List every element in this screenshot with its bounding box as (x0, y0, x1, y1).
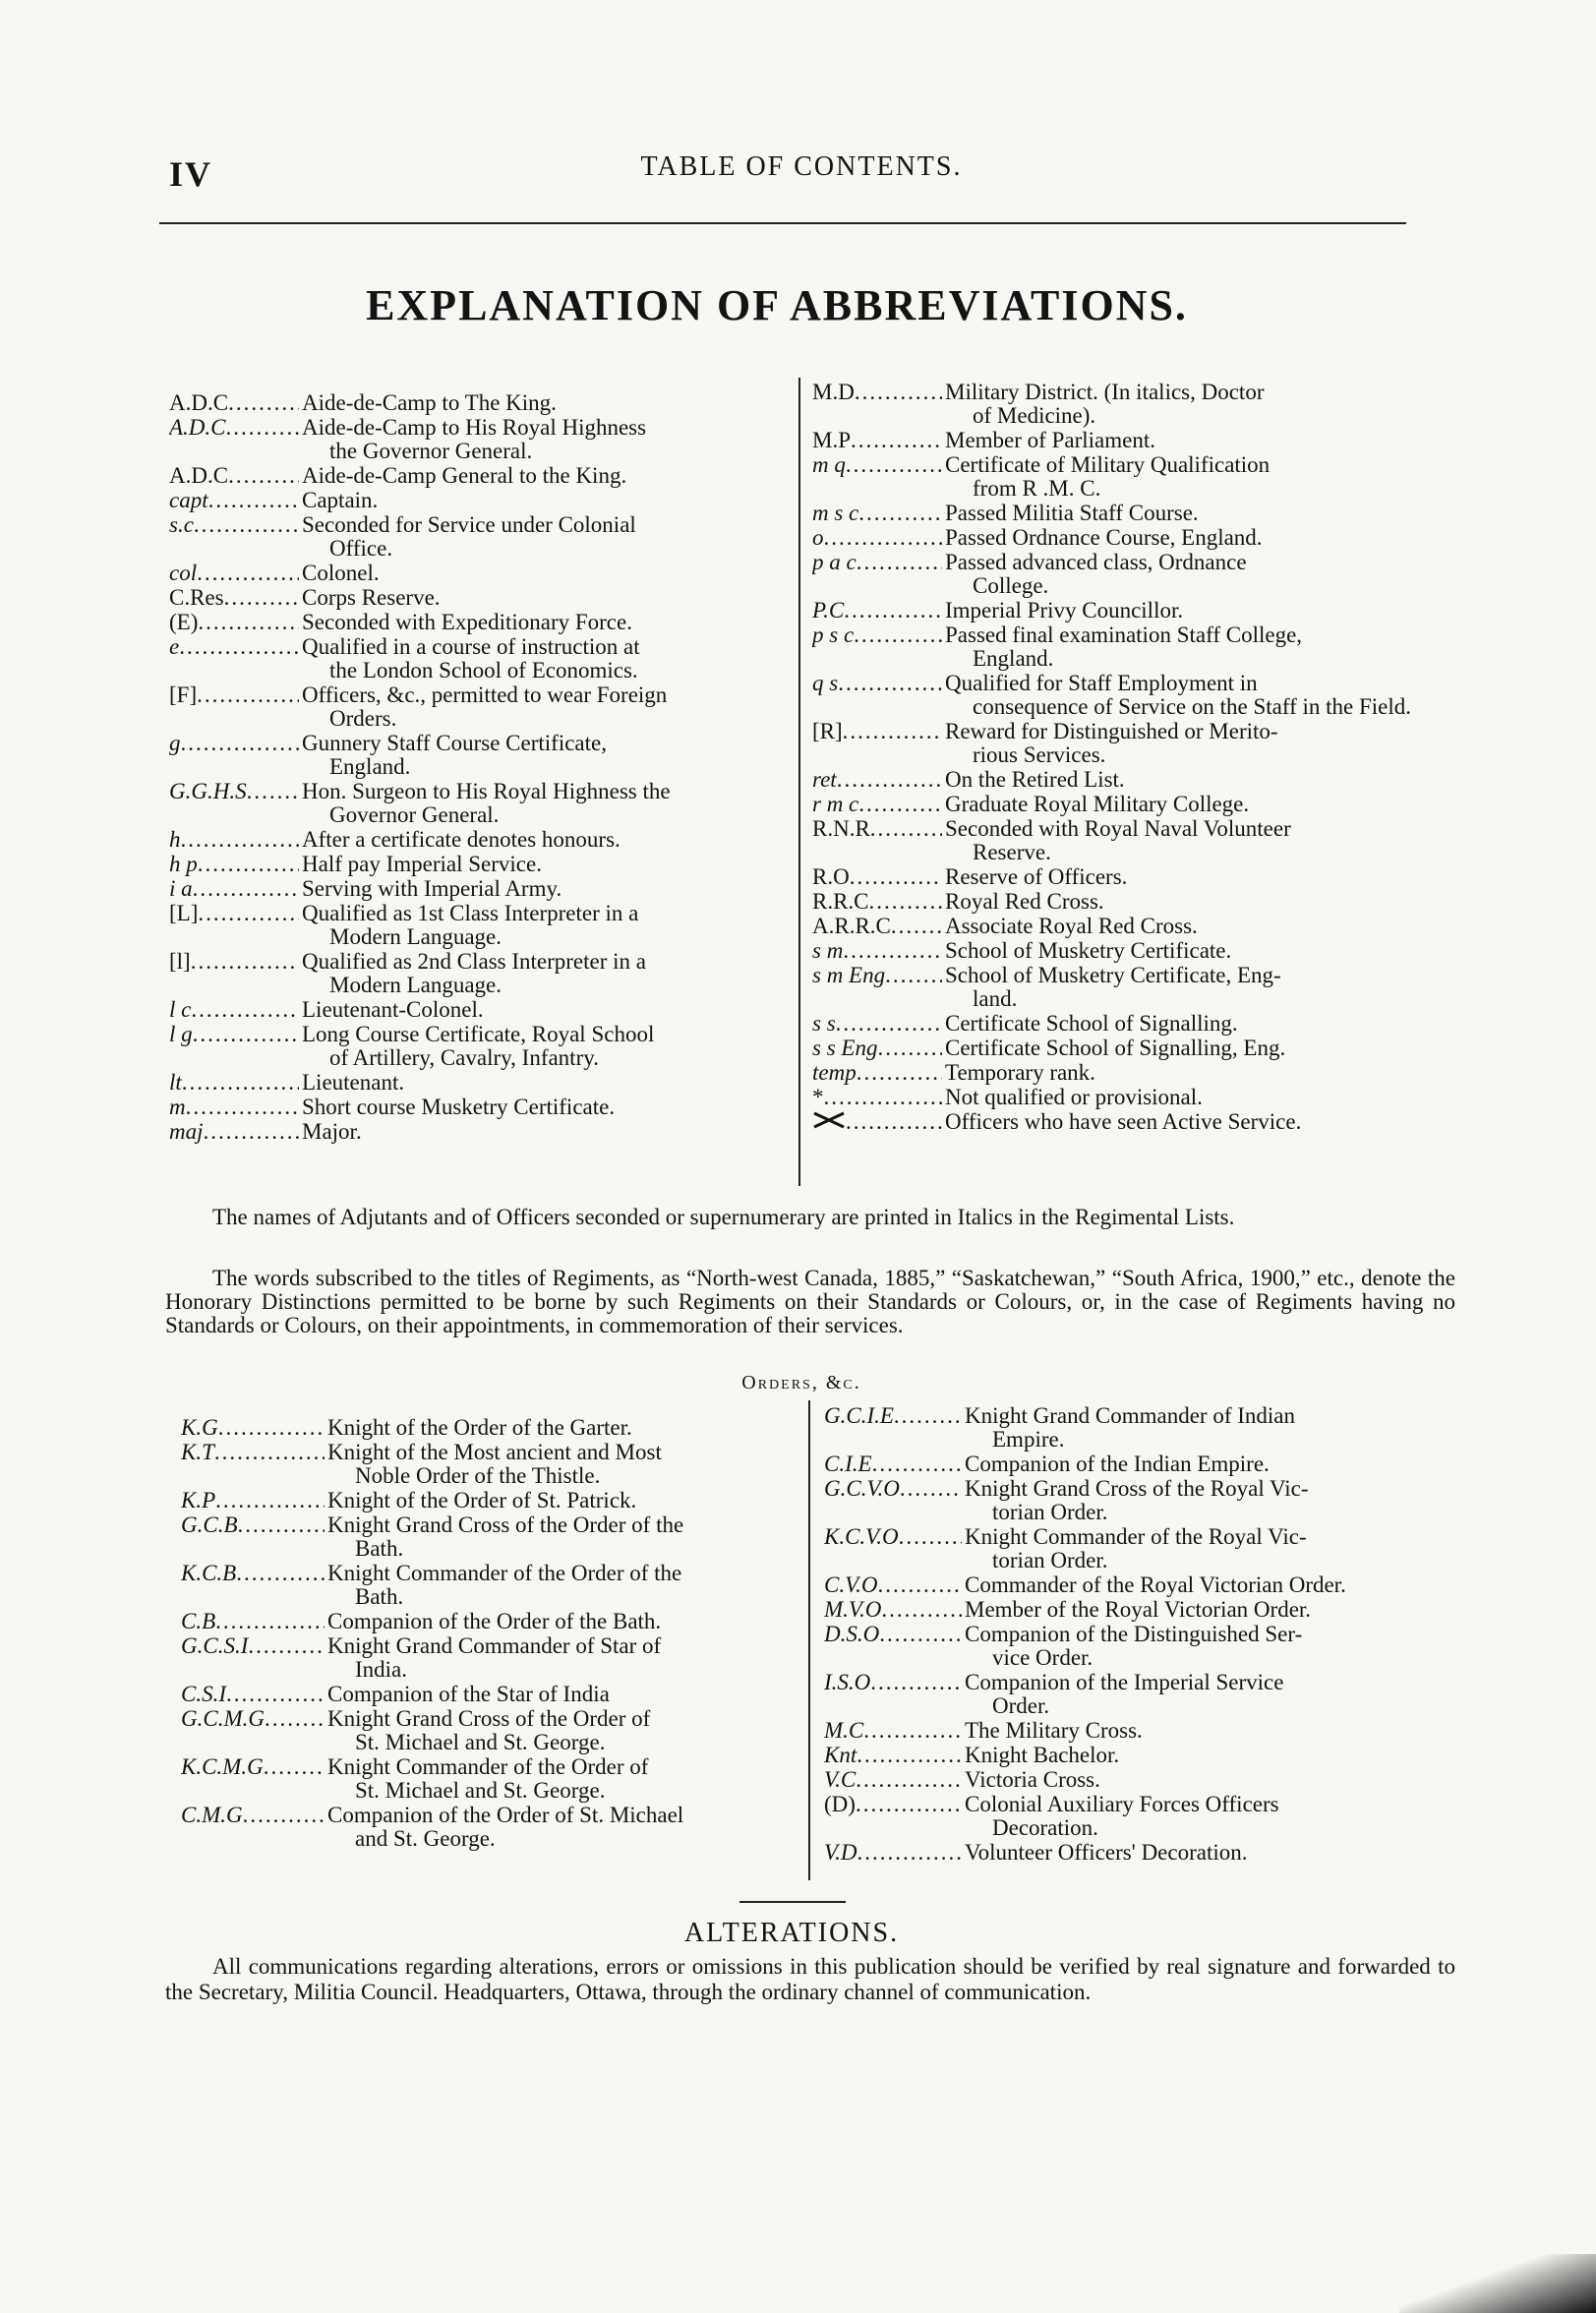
abbreviation-entry (824, 1525, 1453, 1572)
abbreviation-key: s s ..... (812, 1012, 942, 1036)
abbreviation-definition: Knight Grand Commander of Indian Empire. (965, 1403, 1295, 1452)
abbreviation-definition: Hon. Surgeon to His Royal Highness the Governor General. (302, 779, 671, 827)
leader-dots (869, 890, 942, 914)
abbreviation-definition: Aide-de-Camp General to the King. (302, 463, 627, 488)
abbreviations-right-column (812, 381, 1438, 1135)
leader-dots (872, 1453, 962, 1476)
leader-dots (226, 1683, 325, 1706)
leader-dots (844, 599, 942, 623)
leader-dots (843, 939, 942, 963)
abbreviation-definition: Knight of the Order of St. Patrick. (327, 1488, 637, 1512)
abbreviation-definition: Companion of the Order of St. Michael and St. George. (327, 1803, 684, 1851)
abbreviation-entry (812, 672, 1438, 719)
abbreviation-definition: Graduate Royal Military College. (945, 792, 1250, 816)
alterations-text: All communications regarding alterations, errors or omissions in this publication should be verified by real signature and forwarded to the Secretary, Militia Council. Headquarters, Ottawa, through the ordinary channel of communication. (165, 1954, 1455, 2004)
abbreviation-definition: Long Course Certificate, Royal School of Artillery, Cavalry, Infantry. (302, 1022, 655, 1070)
abbreviation-key: i a ..... (169, 877, 299, 901)
abbreviation-definition: Reward for Distinguished or Merito- rious Services. (945, 719, 1278, 767)
leader-dots (198, 853, 299, 876)
abbreviation-key: R.R.C ..... (812, 890, 942, 914)
abbreviation-entry (812, 817, 1438, 864)
abbreviation-key: V.D ..... (824, 1841, 962, 1865)
leader-dots (891, 915, 942, 938)
abbreviation-key: capt ..... (169, 489, 299, 512)
abbreviation-entry (181, 1416, 795, 1440)
abbreviation-key: q s ..... (812, 672, 942, 695)
abbreviation-entry (169, 1120, 785, 1144)
abbreviation-key: col ..... (169, 562, 299, 585)
abbreviation-definition: The Military Cross. (965, 1718, 1143, 1743)
leader-dots (181, 828, 300, 852)
leader-dots (236, 1562, 325, 1585)
abbreviation-entry (824, 1598, 1453, 1622)
abbreviation-key: G.C.S.I ..... (181, 1634, 325, 1658)
abbreviation-definition: Knight Grand Cross of the Order of the Bath. (327, 1512, 684, 1561)
abbreviation-key: G.C.M.G ..... (181, 1707, 325, 1731)
abbreviation-entry (169, 853, 785, 876)
abbreviation-key: [F] ..... (169, 683, 299, 707)
leader-dots (191, 950, 299, 974)
abbreviation-entry (824, 1719, 1453, 1743)
leader-dots (197, 683, 299, 707)
abbreviation-key: C.S.I ..... (181, 1683, 325, 1706)
abbreviation-entry (824, 1623, 1453, 1670)
leader-dots (857, 1841, 962, 1865)
leader-dots (858, 793, 942, 816)
leader-dots (247, 780, 299, 803)
leader-dots (218, 1416, 325, 1440)
leader-dots (193, 877, 299, 901)
abbreviation-entry (812, 890, 1438, 914)
abbreviation-definition: Companion of the Indian Empire. (965, 1452, 1270, 1476)
abbreviation-key: M.V.O ..... (824, 1598, 962, 1622)
note-italics: The names of Adjutants and of Officers seconded or supernumerary are printed in Italics in the Regimental Lists. (212, 1205, 1235, 1229)
abbreviation-key: maj ..... (169, 1120, 299, 1144)
abbreviation-definition: Knight Grand Cross of the Royal Vic- torian Order. (965, 1476, 1309, 1524)
abbreviation-entry (169, 635, 785, 682)
abbreviation-key: g ..... (169, 732, 299, 755)
abbreviation-key: K.C.B ..... (181, 1562, 325, 1585)
abbreviation-entry (824, 1477, 1453, 1524)
leader-dots (857, 551, 942, 574)
abbreviation-definition: Certificate School of Signalling, Eng. (945, 1036, 1286, 1060)
abbreviation-entry (812, 1086, 1438, 1109)
abbreviation-entry (181, 1441, 795, 1488)
abbreviation-definition: Qualified as 2nd Class Interpreter in a Modern Language. (302, 949, 646, 997)
leader-dots (838, 672, 942, 695)
abbreviation-key: (E) ..... (169, 611, 299, 634)
abbreviation-key: s.c ..... (169, 513, 299, 537)
leader-dots (837, 768, 942, 792)
abbreviation-definition: Seconded with Royal Naval Volunteer Reserve. (945, 816, 1291, 864)
abbreviation-entry (169, 732, 785, 779)
abbreviation-key: C.V.O ..... (824, 1573, 962, 1597)
abbreviation-definition: Officers who have seen Active Service. (945, 1109, 1302, 1134)
leader-dots (214, 1441, 325, 1464)
abbreviation-key: Knt ..... (824, 1744, 962, 1767)
abbreviation-key: G.C.I.E ..... (824, 1404, 962, 1428)
abbreviation-definition: Lieutenant. (302, 1070, 405, 1095)
abbreviation-entry (169, 489, 785, 512)
abbreviation-entry (824, 1453, 1453, 1476)
abbreviation-key: V.C ..... (824, 1768, 962, 1792)
abbreviation-entry (812, 599, 1438, 623)
leader-dots (198, 902, 299, 925)
leader-dots (850, 865, 942, 889)
abbreviation-key: p s c ..... (812, 623, 942, 647)
abbreviation-definition: School of Musketry Certificate, Eng- land. (945, 963, 1281, 1011)
abbreviation-key: I.S.O ..... (824, 1671, 962, 1694)
scan-edge-shadow (1399, 2254, 1596, 2313)
leader-dots (179, 635, 299, 659)
abbreviation-definition: On the Retired List. (945, 767, 1125, 792)
abbreviation-definition: Associate Royal Red Cross. (945, 914, 1198, 938)
leader-dots (857, 1061, 942, 1085)
leader-dots (843, 720, 942, 743)
abbreviation-entry (812, 453, 1438, 501)
abbreviation-entry (169, 464, 785, 488)
abbreviation-key: K.T ..... (181, 1441, 325, 1464)
abbreviation-entry (824, 1404, 1453, 1452)
abbreviation-entry (824, 1793, 1453, 1840)
abbreviation-entry (169, 513, 785, 561)
abbreviation-entry (181, 1562, 795, 1609)
abbreviation-entry (824, 1768, 1453, 1792)
abbreviation-definition: Major. (302, 1119, 362, 1144)
abbreviation-definition: After a certificate denotes honours. (302, 827, 621, 852)
abbreviations-left-column (169, 391, 785, 1145)
abbreviation-entry (812, 865, 1438, 889)
leader-dots (198, 611, 299, 634)
leader-dots (856, 1768, 962, 1792)
abbreviation-key: K.C.V.O ..... (824, 1525, 962, 1549)
page-number: IV (169, 154, 213, 194)
abbreviation-definition: Temporary rank. (945, 1060, 1095, 1085)
abbreviation-key: C.B ..... (181, 1610, 325, 1633)
abbreviation-entry (812, 1012, 1438, 1036)
abbreviation-key: M.P ..... (812, 429, 942, 452)
abbreviation-definition: Companion of the Imperial Service Order. (965, 1670, 1284, 1718)
abbreviation-definition: Short course Musketry Certificate. (302, 1095, 616, 1119)
abbreviation-key: K.P ..... (181, 1489, 325, 1512)
leader-dots (215, 1489, 325, 1512)
abbreviation-key: temp ..... (812, 1061, 942, 1085)
abbreviation-entry (824, 1841, 1453, 1865)
leader-dots (824, 526, 943, 550)
header-rule (159, 222, 1406, 224)
leader-dots (846, 453, 942, 477)
abbreviation-entry (812, 526, 1438, 550)
abbreviation-key: P.C ..... (812, 599, 942, 623)
leader-dots (226, 416, 300, 440)
abbreviation-key: C.M.G ..... (181, 1804, 325, 1827)
orders-column-divider (808, 1400, 810, 1880)
abbreviation-definition: Certificate of Military Qualification from R .M. C. (945, 452, 1271, 501)
leader-dots (879, 1623, 962, 1646)
abbreviation-entry (181, 1634, 795, 1682)
abbreviation-key: h ..... (169, 828, 299, 852)
abbreviation-key: A.D.C ..... (169, 416, 299, 440)
abbreviation-definition: Knight Commander of the Royal Vic- torian Order. (965, 1524, 1307, 1572)
abbreviation-definition: Passed final examination Staff College, England. (945, 623, 1303, 671)
abbreviation-entry (812, 429, 1438, 452)
abbreviation-definition: Commander of the Royal Victorian Order. (965, 1572, 1346, 1597)
abbreviation-definition: Colonial Auxiliary Forces Officers Decoration. (965, 1792, 1279, 1840)
abbreviation-definition: Gunnery Staff Course Certificate, England. (302, 731, 607, 779)
leader-dots (224, 586, 299, 610)
abbreviation-entry (824, 1744, 1453, 1767)
abbreviation-entry (169, 562, 785, 585)
abbreviation-key: s m ..... (812, 939, 942, 963)
abbreviation-definition: Half pay Imperial Service. (302, 852, 542, 876)
leader-dots (194, 513, 299, 537)
leader-dots (228, 391, 299, 415)
running-title: TABLE OF CONTENTS. (640, 151, 963, 182)
abbreviation-definition: Knight Commander of the Order of the Bath. (327, 1561, 682, 1609)
abbreviation-definition: Knight of the Most ancient and Most Noble Order of the Thistle. (327, 1440, 662, 1488)
leader-dots (900, 1477, 962, 1501)
abbreviation-key: M.D ..... (812, 381, 942, 404)
abbreviation-entry (169, 683, 785, 731)
abbreviation-key: p a c ..... (812, 551, 942, 574)
abbreviation-definition: Officers, &c., permitted to wear Foreign Orders. (302, 682, 668, 731)
abbreviation-definition: Passed advanced class, Ordnance College. (945, 550, 1247, 598)
abbreviation-definition: Imperial Privy Councillor. (945, 598, 1184, 623)
leader-dots (899, 1525, 962, 1549)
abbreviation-entry (169, 1071, 785, 1095)
abbreviation-definition: School of Musketry Certificate. (945, 938, 1232, 963)
alterations-rule (739, 1901, 846, 1903)
leader-dots (846, 1110, 942, 1134)
abbreviation-key: G.G.H.S ..... (169, 780, 299, 803)
abbreviation-entry (812, 939, 1438, 963)
leader-dots (182, 1071, 299, 1095)
abbreviation-definition: Certificate School of Signalling. (945, 1011, 1238, 1036)
abbreviation-entry (812, 1037, 1438, 1060)
abbreviation-key: m s c ..... (812, 502, 942, 525)
abbreviation-key: G.C.B ..... (181, 1513, 325, 1537)
abbreviation-definition: Passed Militia Staff Course. (945, 501, 1199, 525)
abbreviation-entry (812, 1061, 1438, 1085)
abbreviation-definition: Seconded for Service under Colonial Office. (302, 512, 636, 561)
abbreviation-definition: Victoria Cross. (965, 1767, 1100, 1792)
leader-dots (885, 964, 942, 987)
abbreviation-key: D.S.O ..... (824, 1623, 962, 1646)
abbreviation-key: o ..... (812, 526, 942, 550)
abbreviation-definition: Military District. (In italics, Doctor of Medicine). (945, 380, 1265, 428)
leader-dots (228, 464, 299, 488)
abbreviation-definition: Qualified for Staff Employment in consequence of Service on the Staff in the Field. (945, 671, 1412, 719)
abbreviation-entry (812, 381, 1438, 428)
abbreviation-definition: Corps Reserve. (302, 585, 441, 610)
abbreviation-key: [l] ..... (169, 950, 299, 974)
abbreviation-key: [R] ..... (812, 720, 942, 743)
abbreviation-definition: Knight of the Order of the Garter. (327, 1415, 632, 1440)
abbreviation-key: m q ..... (812, 453, 942, 477)
abbreviation-key: C.Res ..... (169, 586, 299, 610)
abbreviation-definition: Aide-de-Camp to His Royal Highness the Governor General. (302, 415, 647, 463)
abbreviation-key: M.C ..... (824, 1719, 962, 1743)
abbreviation-key: A.D.C ..... (169, 464, 299, 488)
leader-dots (857, 1744, 962, 1767)
abbreviation-entry (812, 551, 1438, 598)
abbreviation-key: m ..... (169, 1096, 299, 1119)
leader-dots (181, 732, 300, 755)
abbreviation-entry (812, 793, 1438, 816)
leader-dots (878, 1573, 962, 1597)
abbreviation-entry (181, 1707, 795, 1754)
abbreviation-key: * ..... (812, 1086, 942, 1109)
abbreviation-entry (169, 902, 785, 949)
leader-dots (197, 562, 299, 585)
abbreviation-key: lt ..... (169, 1071, 299, 1095)
abbreviation-entry (181, 1489, 795, 1512)
orders-left-column (181, 1416, 795, 1852)
abbreviation-definition: Member of the Royal Victorian Order. (965, 1597, 1312, 1622)
leader-dots (193, 1023, 299, 1046)
abbreviation-entry (181, 1683, 795, 1706)
abbreviation-definition: Member of Parliament. (945, 428, 1155, 452)
orders-heading: Orders, &c. (741, 1372, 861, 1394)
abbreviation-definition: Reserve of Officers. (945, 864, 1128, 889)
abbreviation-entry (169, 998, 785, 1022)
abbreviation-key: r m c ..... (812, 793, 942, 816)
abbreviation-definition: Qualified in a course of instruction at the London School of Economics. (302, 634, 640, 682)
leader-dots (863, 1719, 962, 1743)
abbreviation-definition: Not qualified or provisional. (945, 1085, 1203, 1109)
abbreviation-definition: Knight Commander of the Order of St. Michael and St. George. (327, 1754, 649, 1803)
abbreviation-definition: Aide-de-Camp to The King. (302, 390, 557, 415)
abbreviation-key: ret ..... (812, 768, 942, 792)
leader-dots (191, 998, 299, 1022)
abbreviation-definition: Volunteer Officers' Decoration. (965, 1840, 1248, 1865)
abbreviation-entry (169, 877, 785, 901)
abbreviation-key: e ..... (169, 635, 299, 659)
leader-dots (186, 1096, 299, 1119)
abbreviation-entry (181, 1610, 795, 1633)
leader-dots (836, 1012, 942, 1036)
leader-dots (243, 1804, 325, 1827)
abbreviation-key: s m Eng ..... (812, 964, 942, 987)
leader-dots (854, 623, 942, 647)
abbreviation-entry (824, 1671, 1453, 1718)
leader-dots (856, 1793, 962, 1816)
abbreviation-entry (169, 611, 785, 634)
abbreviation-definition: Royal Red Cross. (945, 889, 1104, 914)
abbreviation-entry (181, 1755, 795, 1803)
abbreviation-key: h p ..... (169, 853, 299, 876)
abbreviation-key: A.D.C ..... (169, 391, 299, 415)
abbreviation-entry (169, 950, 785, 997)
leader-dots (870, 817, 942, 841)
abbreviation-definition: Knight Grand Commander of Star of India. (327, 1633, 662, 1682)
abbreviation-key: [L] ..... (169, 902, 299, 925)
abbreviation-entry (812, 915, 1438, 938)
abbreviation-entry (169, 1023, 785, 1070)
abbreviation-key: A.R.R.C ..... (812, 915, 942, 938)
abbreviation-definition: Companion of the Star of India (327, 1682, 610, 1706)
abbreviation-entry (812, 768, 1438, 792)
abbreviation-entry (812, 720, 1438, 767)
leader-dots (264, 1755, 325, 1779)
page-title: EXPLANATION OF ABBREVIATIONS. (366, 281, 1188, 329)
leader-dots (877, 1037, 942, 1060)
abbreviation-entry (812, 502, 1438, 525)
column-divider (798, 378, 800, 1186)
abbreviation-entry (169, 780, 785, 827)
abbreviation-entry (169, 1096, 785, 1119)
leader-dots (265, 1707, 325, 1731)
abbreviation-definition: Companion of the Distinguished Ser- vice Order. (965, 1622, 1303, 1670)
leader-dots (894, 1404, 962, 1428)
leader-dots (824, 1086, 943, 1109)
abbreviation-key: R.O ..... (812, 865, 942, 889)
orders-right-column (824, 1404, 1453, 1866)
abbreviation-key: (D) ..... (824, 1793, 962, 1816)
abbreviation-entry (812, 964, 1438, 1011)
abbreviation-definition: Knight Bachelor. (965, 1743, 1120, 1767)
leader-dots (208, 489, 299, 512)
abbreviation-key: l c ..... (169, 998, 299, 1022)
leader-dots (858, 502, 942, 525)
abbreviation-definition: Captain. (302, 488, 379, 512)
abbreviation-entry (169, 828, 785, 852)
note-honorary-distinctions: The words subscribed to the titles of Regiments, as “North-west Canada, 1885,” “Saskatchewan,” “South Africa, 1900,” etc., denote the Honorary Distinctions permitted to be borne by such Regiments on their Standards or Colours, or, in the case of Regiments having no Standards or Colours, on their appointments, in commemoration of their services. (165, 1266, 1455, 1337)
leader-dots (851, 429, 942, 452)
leader-dots (881, 1598, 962, 1622)
abbreviation-entry (169, 416, 785, 463)
leader-dots (238, 1513, 325, 1537)
abbreviation-entry (824, 1573, 1453, 1597)
abbreviation-definition: Passed Ordnance Course, England. (945, 525, 1263, 550)
abbreviation-definition: Lieutenant-Colonel. (302, 997, 484, 1022)
leader-dots (248, 1634, 325, 1658)
abbreviation-entry (181, 1804, 795, 1851)
abbreviation-definition: Companion of the Order of the Bath. (327, 1609, 662, 1633)
abbreviation-key: G.C.V.O ..... (824, 1477, 962, 1501)
leader-dots (870, 1671, 962, 1694)
abbreviation-entry (181, 1513, 795, 1561)
abbreviation-key: s s Eng ..... (812, 1037, 942, 1060)
abbreviation-entry (169, 586, 785, 610)
alterations-title: ALTERATIONS. (683, 1918, 900, 1948)
abbreviation-key: K.G ..... (181, 1416, 325, 1440)
leader-dots (215, 1610, 325, 1633)
abbreviation-definition: Colonel. (302, 561, 380, 585)
abbreviation-entry (812, 1110, 1438, 1134)
abbreviation-key: l g ..... (169, 1023, 299, 1046)
abbreviation-key: K.C.M.G ..... (181, 1755, 325, 1779)
abbreviation-key: R.N.R ..... (812, 817, 942, 841)
leader-dots (204, 1120, 300, 1144)
abbreviation-definition: Serving with Imperial Army. (302, 876, 562, 901)
abbreviation-key (812, 1110, 942, 1134)
abbreviation-definition: Qualified as 1st Class Interpreter in a Modern Language. (302, 901, 639, 949)
crossed-swords-icon (812, 1110, 846, 1130)
abbreviation-entry (812, 623, 1438, 671)
leader-dots (855, 381, 942, 404)
abbreviation-key: C.I.E ..... (824, 1453, 962, 1476)
abbreviation-entry (169, 391, 785, 415)
abbreviation-definition: Knight Grand Cross of the Order of St. Michael and St. George. (327, 1706, 651, 1754)
abbreviation-definition: Seconded with Expeditionary Force. (302, 610, 632, 634)
